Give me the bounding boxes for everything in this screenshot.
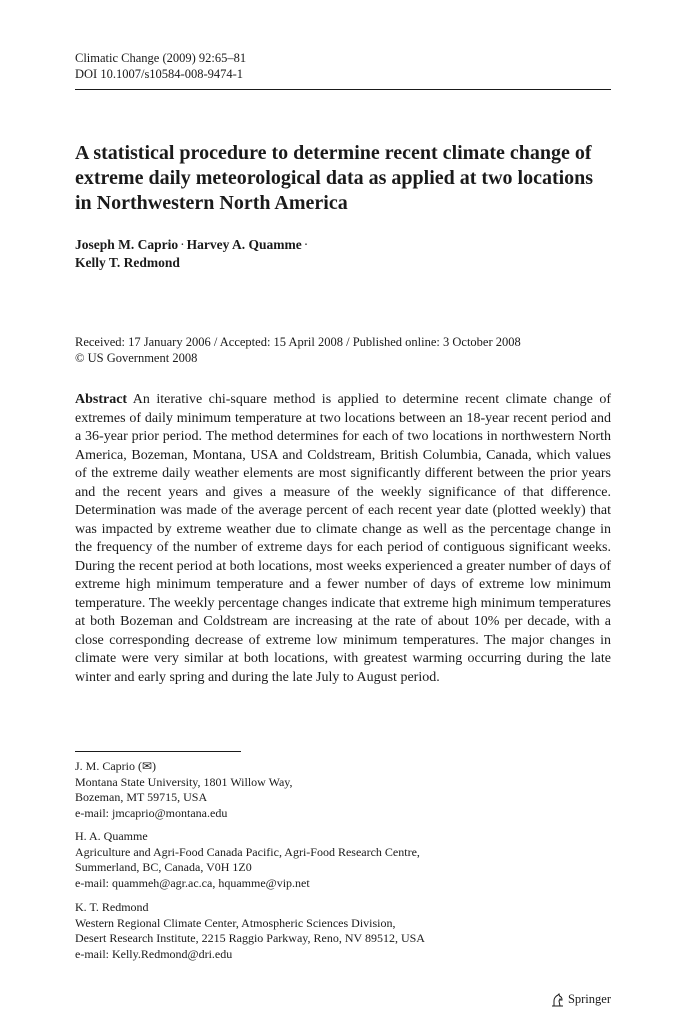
footnote-rule xyxy=(75,751,241,752)
affiliation-line: Summerland, BC, Canada, V0H 1Z0 xyxy=(75,860,252,874)
publication-history xyxy=(75,334,521,366)
doi[interactable]: DOI 10.1007/s10584-008-9474-1 xyxy=(75,67,244,81)
author-name[interactable]: Joseph M. Caprio xyxy=(75,237,179,252)
publisher-footer xyxy=(551,992,611,1007)
affiliation-block xyxy=(75,829,420,891)
affiliation-email[interactable]: e-mail: Kelly.Redmond@dri.edu xyxy=(75,946,233,961)
affiliation-block xyxy=(75,900,425,962)
author-list xyxy=(75,236,611,272)
author-name[interactable]: Kelly T. Redmond xyxy=(75,255,180,270)
journal-citation: Climatic Change (2009) 92:65–81 xyxy=(75,51,247,65)
abstract-text: An iterative chi-square method is applied to determine recent climate change of extremes of daily minimum temperature at two locations between an 18-year recent period and a 36-year prior period. The method determines for each of two locations in northwestern North America, Bozeman, Montana, USA and Coldstream, British Columbia, Canada, which values of the extreme daily weather elements are most significantly different between the prior years and the recent years and gives a measure of the weekly significance of that difference. Determination was made of the average percent of each recent year date (plotted weekly) that was impacted by extreme weather due to climate change as well as the percentage change in the frequency of the number of extreme days for each period of contiguous significant weeks. During the recent period at both locations, most weeks experienced a greater number of days of extreme high minimum temperature and a fewer number of days of extreme low minimum temperature. The weekly percentage changes indicate that extreme high minimum temperatures at both Bozeman and Coldstream are increasing at the rate of about 10% per decade, with a close corresponding decrease of extreme low minimum temperatures. The major changes in climate were very similar at both locations, with greatest warming occurring during the late winter and early spring and during the late July to August period. xyxy=(75,392,611,685)
abstract-label: Abstract xyxy=(75,392,128,407)
affiliation-line: Agriculture and Agri-Food Canada Pacific, Agri-Food Research Centre, xyxy=(75,844,420,859)
journal-header xyxy=(75,50,246,82)
author-separator: · xyxy=(303,237,309,252)
abstract xyxy=(75,391,611,687)
affiliation-author: H. A. Quamme xyxy=(75,829,148,843)
affiliation-author: K. T. Redmond xyxy=(75,900,149,914)
affiliation-line: Montana State University, 1801 Willow Way, xyxy=(75,774,293,789)
author-separator: · xyxy=(180,237,185,252)
history-dates: Received: 17 January 2006 / Accepted: 15 April 2008 / Published online: 3 October 2008 xyxy=(75,335,521,349)
copyright-notice: © US Government 2008 xyxy=(75,351,198,365)
affiliation-email[interactable]: e-mail: quammeh@agr.ac.ca, hquamme@vip.net xyxy=(75,875,310,890)
affiliation-line: Desert Research Institute, 2215 Raggio Parkway, Reno, NV 89512, USA xyxy=(75,931,425,945)
springer-horse-icon xyxy=(551,993,564,1007)
article-title: A statistical procedure to determine recent climate change of extreme daily meteorological data as applied at two locations in Northwestern North America xyxy=(75,142,594,214)
affiliation-author: J. M. Caprio (✉) xyxy=(75,759,157,773)
author-name[interactable]: Harvey A. Quamme xyxy=(186,237,302,252)
affiliation-line: Western Regional Climate Center, Atmospheric Sciences Division, xyxy=(75,915,396,930)
affiliation-block xyxy=(75,759,293,821)
publisher-name: Springer xyxy=(567,992,611,1006)
header-rule xyxy=(75,89,611,90)
affiliation-line: Bozeman, MT 59715, USA xyxy=(75,790,208,804)
affiliation-email[interactable]: e-mail: jmcaprio@montana.edu xyxy=(75,805,228,820)
